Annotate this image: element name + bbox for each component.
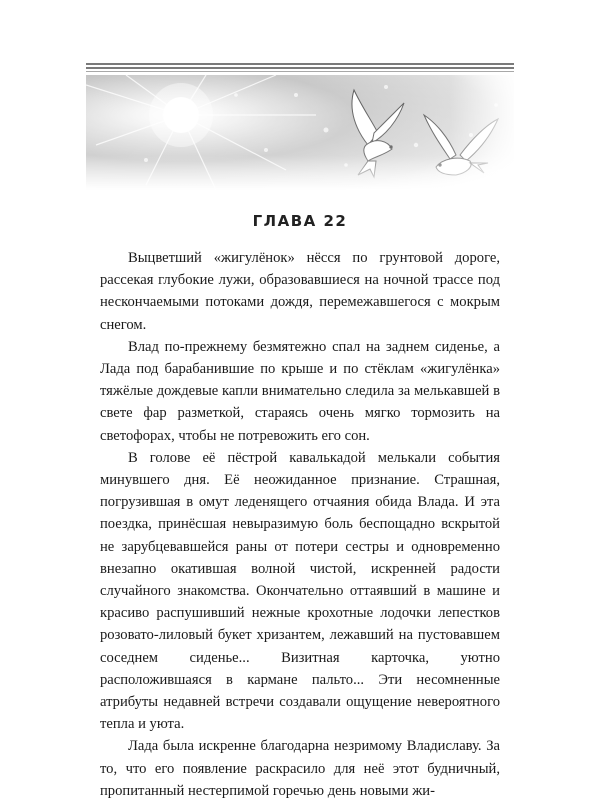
- header-rule-bottom: [86, 71, 514, 72]
- paragraph: Лада была искренне благодарна незримому Владиславу. За то, что его появление раскрасило для неё этот будничный, пропитанный нестерпимой горечью день новыми жи-: [100, 738, 500, 799]
- chapter-body: [100, 247, 500, 802]
- paragraph: Влад по-прежнему безмятежно спал на заднем сиденье, а Лада под барабанившие по крыше и по стёклам «жигулёнка» тяжёлые дождевые капли внимательно следила за мелькавшей в свете фар разметкой, стараясь очень мягко тормозить на светофорах, чтобы не потревожить его сон.: [100, 338, 500, 444]
- paragraph: Выцветший «жигулёнок» нёсся по грунтовой дороге, рассекая глубокие лужи, образовавшиеся на ночной трассе под нескончаемыми потоками дождя, перемежавшегося с мокрым снегом.: [100, 250, 500, 333]
- paragraph: В голове её пёстрой кавалькадой мелькали события минувшего дня. Её неожиданное признание. Страшная, погрузившая в омут леденящего отчаяния обида Влада. И эта поездка, принёсшая невыразимую боль беспощадно вскрытой не зарубцевавшейся раны от потери сестры и одновременно внезапно окатившая волной чистой, искренней радости случайного знакомства. Окончательно оттаявший в машине и красиво распушивший нежные крохотные лодочки лепестков розовато-лиловый букет хризантем, лежавший на пустовавшем соседнем сиденье... Визитная карточка, уютно расположившаяся в кармане пальто... Эти несомненные атрибуты недавней встречи создавали ощущение невероятного тепла и уюта.: [100, 449, 500, 733]
- sunburst-doves-illustration: [86, 75, 514, 190]
- chapter-header-illustration: [86, 75, 514, 190]
- header-rule-top: [86, 63, 514, 65]
- chapter-title: ГЛАВА 22: [252, 212, 348, 230]
- header-rules: [86, 63, 514, 74]
- header-rule-middle: [86, 67, 514, 69]
